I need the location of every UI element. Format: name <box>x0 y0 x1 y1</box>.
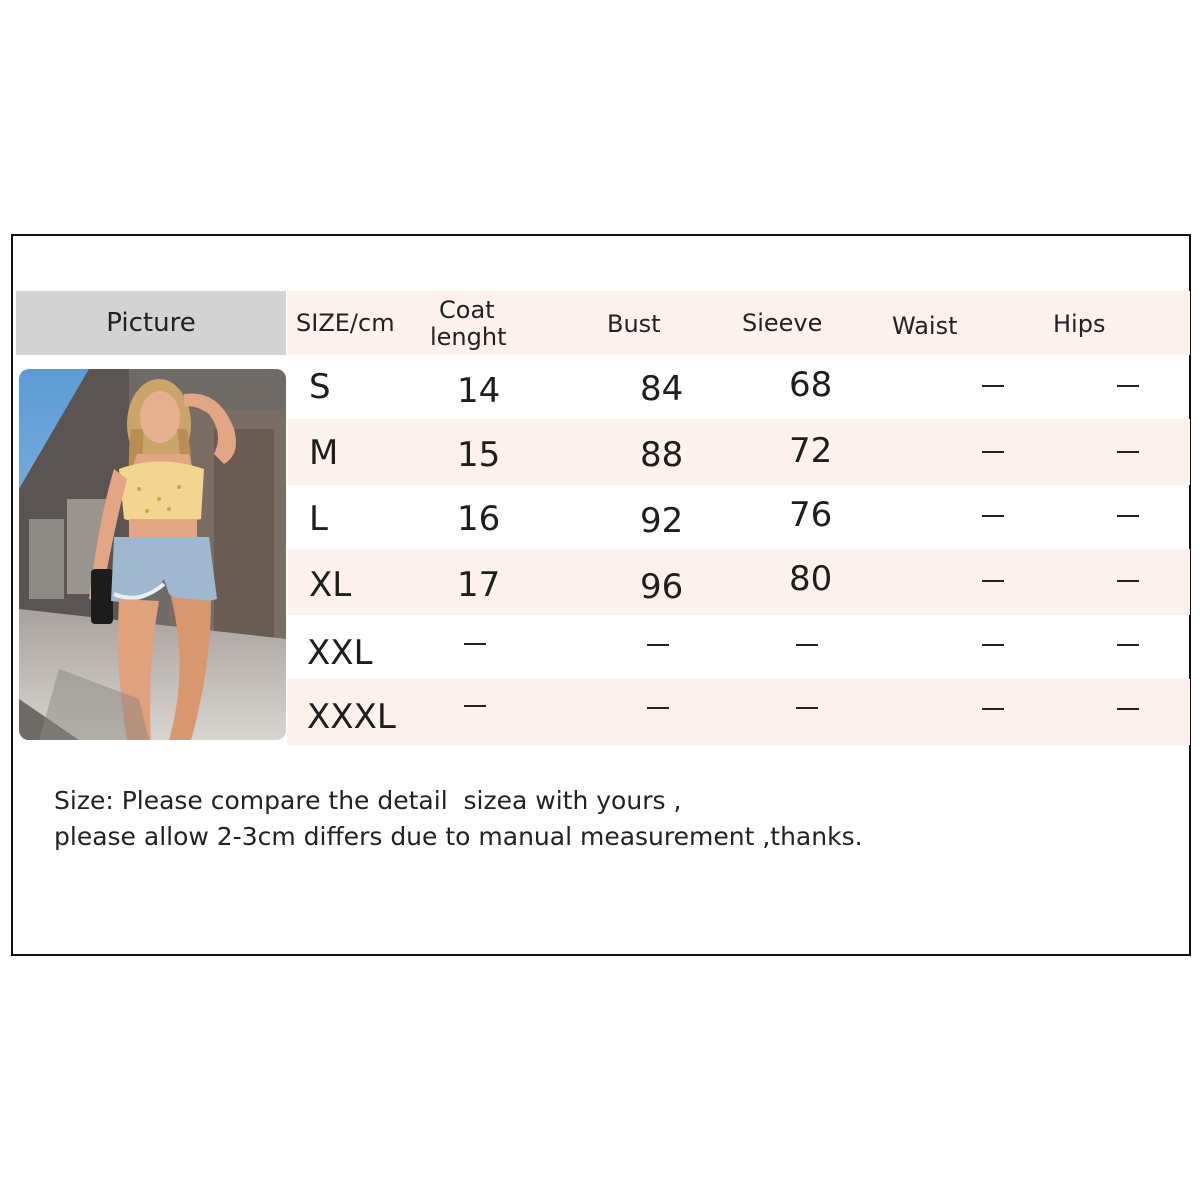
waist-dash <box>982 580 1004 582</box>
hips-dash <box>1117 451 1139 453</box>
waist-dash <box>982 644 1004 646</box>
sleeve-dash <box>796 707 818 709</box>
sleeve-cell: 72 <box>789 431 833 471</box>
table-row <box>287 679 1190 745</box>
table-row <box>287 485 1190 551</box>
coat-length-cell: 14 <box>457 371 501 411</box>
header-coat: Coat <box>439 296 495 324</box>
picture-header-label: Picture <box>106 308 196 338</box>
table-row <box>287 615 1190 681</box>
size-cell: L <box>309 499 328 539</box>
size-cell: XL <box>309 565 352 605</box>
hips-dash <box>1117 580 1139 582</box>
size-cell: XXXL <box>307 697 396 737</box>
sleeve-cell: 80 <box>789 559 833 599</box>
sleeve-cell: 76 <box>789 495 833 535</box>
header-waist: Waist <box>892 312 958 340</box>
bust-dash <box>647 707 669 709</box>
header-size: SIZE/cm <box>296 309 395 337</box>
sleeve-dash <box>796 644 818 646</box>
coat-length-cell: 16 <box>457 499 501 539</box>
hips-dash <box>1117 644 1139 646</box>
waist-dash <box>982 708 1004 710</box>
size-cell: S <box>309 367 331 407</box>
table-row <box>287 549 1190 615</box>
model-photo-image <box>19 369 286 740</box>
coat-length-cell: 17 <box>457 565 501 605</box>
bust-cell: 92 <box>640 501 684 541</box>
header-bust: Bust <box>607 310 661 338</box>
header-length: lenght <box>430 323 507 351</box>
table-row <box>287 419 1190 485</box>
table-row <box>287 355 1190 421</box>
hips-dash <box>1117 708 1139 710</box>
size-note-line-1: Size: Please compare the detail sizea with yours , <box>54 786 682 815</box>
waist-dash <box>982 385 1004 387</box>
waist-dash <box>982 451 1004 453</box>
waist-dash <box>982 515 1004 517</box>
sleeve-cell: 68 <box>789 365 833 405</box>
hips-dash <box>1117 385 1139 387</box>
bust-cell: 88 <box>640 435 684 475</box>
size-note-line-2: please allow 2-3cm differs due to manual measurement ,thanks. <box>54 822 863 851</box>
coat-length-dash <box>464 643 486 645</box>
hips-dash <box>1117 515 1139 517</box>
model-photo <box>19 369 286 740</box>
bust-cell: 96 <box>640 567 684 607</box>
header-sleeve: Sieeve <box>742 309 823 337</box>
size-cell: XXL <box>307 633 373 673</box>
bust-cell: 84 <box>640 369 684 409</box>
header-hips: Hips <box>1053 310 1106 338</box>
table-header-row <box>287 291 1190 355</box>
coat-length-dash <box>464 705 486 707</box>
bust-dash <box>647 644 669 646</box>
picture-header <box>16 291 286 355</box>
coat-length-cell: 15 <box>457 435 501 475</box>
size-cell: M <box>309 433 339 473</box>
